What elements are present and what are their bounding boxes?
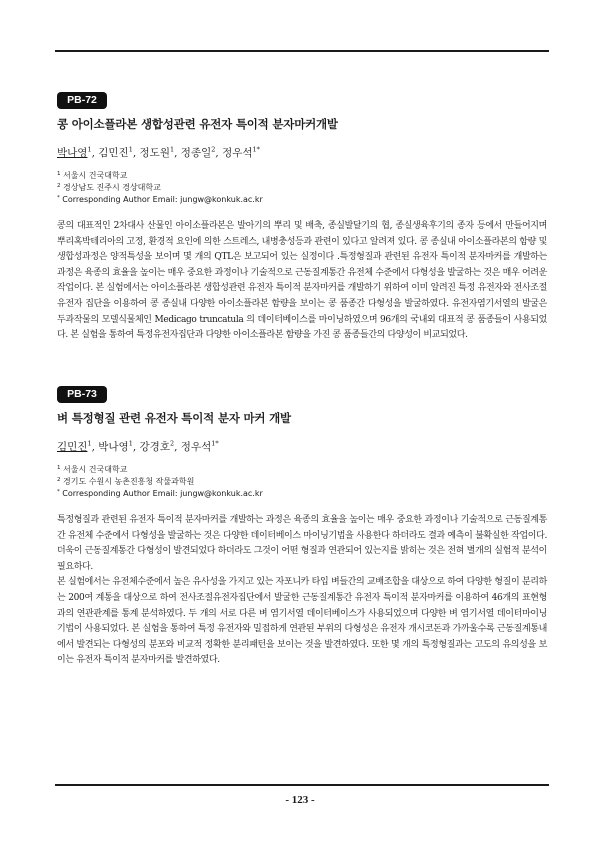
abstract-body — [57, 219, 547, 344]
author-name: 박나영 — [57, 147, 88, 159]
affiliation-mark: 2 — [57, 183, 61, 189]
affiliation-mark: * — [57, 489, 60, 495]
abstract-paragraph: 특정형질과 관련된 유전자 특이적 분자마커를 개발하는 과정은 육종의 효율을 높이는 매우 중요한 과정이나 기술적으로 근동질계통간 유전체 수준에서 다형성을 발굴하는 것은 다양한 데이터베이스 마이닝기법을 사용한다 하더라도 결과 예측이 불확실한 작업이다. 더욱이 근동질계통간 다형성이 발견되었다 하더라도 그것이 어떤 형질과 연관되어 있는지를 밝히는 것은 전혀 별개의 실험적 분석이 필요하다. — [57, 515, 547, 572]
author-affil-mark: 2 — [169, 439, 175, 448]
abstract-paragraph: 콩의 대표적인 2차대사 산물인 아이소플라본은 발아기의 뿌리 및 배축, 종실발달기의 협, 종실생육후기의 종자 등에서 만들어지며 뿌리혹박테리아의 고정, 환경적 요인에 의한 스트레스, 내병충성등과 관련이 있다고 알려져 있다. 콩 종실내 아이소플라본의 함량 및 생합성과정은 양적특성을 보이며 몇 개의 QTL은 보고되어 있는 실정이다 .특정형질과 관련된 유전자 특이적 분자마커를 개발하는 과정은 육종의 효율을 높이는 매우 중요한 과정이나 기술적으로 근동질계통간 유전체 수준에서 다형성을 발굴하는 것은 매우 어려운 작업이다. 본 실험에서는 아이소플라본 생합성관련 유전자 특이적 분자마커를 개발하기 위하여 이미 알려진 특정 유전자와 전사조절유전자 집단을 이용하여 콩 종실내 다양한 아이소플라본 함량을 보이는 콩 품종간 다형성을 발굴하였다. 유전자염기서열의 발굴은 두과작물의 모델식물체인 Medicago truncatula 의 데이터베이스를 마이닝하였으며 96개의 국내외 대표적 콩 품종들이 사용되었다. 본 실험을 통하여 특정유전자집단과 다양한 아이소플라본 함량을 가진 콩 품종들간의 다양성이 비교되었다. — [57, 221, 547, 341]
corresponding-author — [57, 193, 547, 205]
affiliation-text: 서울시 건국대학교 — [63, 465, 128, 474]
author-name: 정우석 — [180, 441, 212, 453]
author-name: 정우석 — [222, 147, 253, 159]
footer-rule — [55, 784, 549, 786]
author-affil-mark: 1 — [87, 145, 92, 154]
header-rule — [55, 50, 549, 52]
abstract-pb72 — [57, 88, 547, 344]
abstract-title: 벼 특정형질 관련 유전자 특이적 분자 마커 개발 — [57, 411, 291, 425]
affiliation-mark: 2 — [57, 477, 61, 483]
author-affil-mark: 1 — [128, 145, 133, 154]
author-affil-mark: 1 — [87, 439, 92, 448]
author-affil-mark: 1 — [169, 145, 175, 154]
affiliation-text: 서울시 건국대학교 — [63, 171, 128, 180]
page-number: - 123 - — [285, 794, 315, 806]
affiliation — [57, 169, 547, 181]
affiliation — [57, 181, 547, 193]
affiliation-text: 경상남도 진주시 경상대학교 — [63, 183, 161, 192]
author-affil-mark: 1* — [252, 145, 260, 154]
author-name: 정종일 — [180, 147, 212, 159]
abstract-id-badge: PB-73 — [57, 386, 107, 403]
abstract-paragraph: 본 실험에서는 유전체수준에서 높은 유사성을 가지고 있는 자포니카 타입 벼들간의 교배조합을 대상으로 하여 다양한 형질이 분리하는 200여 계통을 대상으로 하여 전사조절유전자집단에서 발굴한 근동질계통간 유전자 특이적 분자마커를 이용하여 46개의 표현형과의 연관관계를 통계 분석하였다. 두 개의 서로 다른 벼 염기서열 데이터베이스가 사용되었으며 다양한 벼 염기서열 데이터마이닝 기법이 사용되었다. 본 실험을 통하여 특정 유전자와 밀접하게 연관된 부위의 다형성은 유전자 개시코돈과 가까울수록 근동질계통내에서 발견되는 다형성의 분포와 비교적 정확한 분리패턴을 보이는 것을 발견하였다. 또한 몇 개의 특정형질과는 고도의 유의성을 보이는 유전자 특이적 분자마커를 발견하였다. — [57, 577, 547, 666]
affiliation-text: Corresponding Author Email: jungw@konkuk.ac.kr — [62, 195, 263, 204]
author-affil-mark: 1 — [128, 439, 133, 448]
affiliation — [57, 463, 547, 475]
author-list: 김민진$^1$, 박나영$^1$, 강경호$^2$, 정우석$^{1*}$ — [57, 439, 219, 453]
author-affil-mark: 1* — [211, 439, 219, 448]
affiliation-list — [57, 169, 547, 205]
affiliation-text: Corresponding Author Email: jungw@konkuk.ac.kr — [62, 489, 263, 498]
affiliation-text: 경기도 수원시 농촌진흥청 작물과학원 — [63, 477, 195, 486]
corresponding-author — [57, 487, 547, 499]
author-name: 박나영 — [98, 441, 129, 453]
abstract-title: 콩 아이소플라본 생합성관련 유전자 특이적 분자마커개발 — [57, 117, 338, 131]
abstract-body — [57, 513, 547, 669]
affiliation — [57, 475, 547, 487]
author-name: 김민진 — [98, 147, 129, 159]
abstract-pb73 — [57, 382, 547, 669]
author-name: 강경호 — [139, 441, 170, 453]
affiliation-list — [57, 463, 547, 499]
affiliation-mark: 1 — [57, 465, 61, 471]
abstract-id-badge: PB-72 — [57, 92, 107, 109]
author-name: 정도원 — [139, 147, 170, 159]
affiliation-mark: * — [57, 195, 60, 201]
author-affil-mark: 2 — [211, 145, 216, 154]
author-name: 김민진 — [57, 441, 88, 453]
author-list: 박나영$^1$, 김민진$^1$, 정도원$^1$, 정종일$^2$, 정우석$^{1*}$ — [57, 145, 260, 159]
affiliation-mark: 1 — [57, 171, 61, 177]
